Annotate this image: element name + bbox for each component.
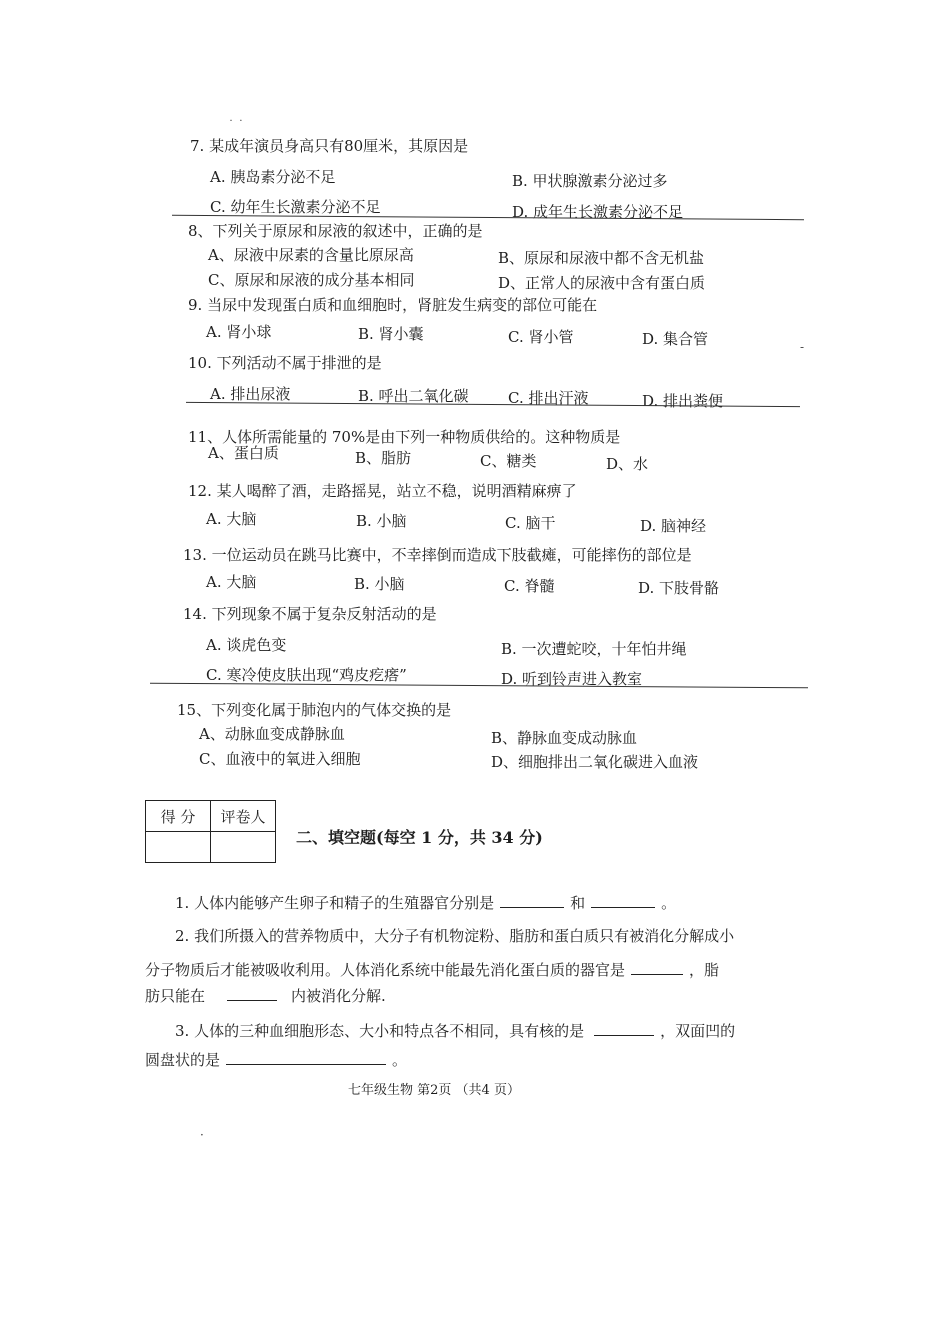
- fill-question-3-line-2: [145, 1050, 407, 1069]
- page-footer: 七年级生物 第2页 （共4 页）: [348, 1083, 520, 1098]
- fill-question-3-text: 。: [392, 1051, 408, 1069]
- fold-line: [172, 215, 804, 220]
- question-15-option-a: A、动脉血变成静脉血: [199, 725, 345, 743]
- question-9-option-b: B. 肾小囊: [358, 325, 424, 343]
- question-15-option-d: D、细胞排出二氧化碳进入血液: [491, 753, 699, 771]
- fill-question-2-text: 内被消化分解.: [291, 987, 386, 1005]
- question-9-option-d: D. 集合管: [642, 330, 709, 348]
- scan-speck: -: [800, 340, 805, 354]
- scan-speck: ˙ ˙: [228, 118, 244, 132]
- fill-question-2-text: ，脂: [689, 961, 720, 979]
- question-8-option-b: B、原尿和尿液中都不含无机盐: [498, 249, 705, 267]
- question-13-option-d: D. 下肢骨骼: [638, 579, 720, 597]
- question-10-option-a: A. 排出尿液: [210, 385, 291, 403]
- fill-question-1: [175, 893, 676, 912]
- question-13-stem: 13. 一位运动员在跳马比赛中，不幸摔倒而造成下肢截瘫，可能摔伤的部位是: [183, 546, 692, 564]
- question-7-option-b: B. 甲状腺激素分泌过多: [512, 172, 668, 190]
- score-label: 得 分: [146, 801, 211, 832]
- question-8-option-a: A、尿液中尿素的含量比原尿高: [208, 246, 414, 264]
- question-7-option-a: A. 胰岛素分泌不足: [210, 168, 336, 186]
- question-7-option-c: C. 幼年生长激素分泌不足: [210, 198, 381, 216]
- question-10-stem: 10. 下列活动不属于排泄的是: [188, 354, 382, 372]
- question-15-option-c: C、血液中的氧进入细胞: [199, 750, 361, 768]
- question-10-option-c: C. 排出汗液: [508, 389, 589, 407]
- question-8-stem: 8、下列关于原尿和尿液的叙述中，正确的是: [188, 222, 483, 240]
- question-7-option-d: D. 成年生长激素分泌不足: [512, 203, 684, 221]
- question-14-option-b: B. 一次遭蛇咬，十年怕井绳: [501, 640, 687, 658]
- section-2-title: 二、填空题(每空 1 分，共 34 分): [296, 828, 543, 847]
- question-10-option-d: D. 排出粪便: [642, 392, 724, 410]
- question-11-option-d: D、水: [606, 455, 649, 473]
- fill-question-3-text: 3. 人体的三种血细胞形态、大小和特点各不相同，具有核的是: [175, 1022, 585, 1040]
- answer-blank[interactable]: [631, 960, 683, 975]
- question-13-option-c: C. 脊髓: [504, 577, 555, 595]
- fill-question-1-text: 1. 人体内能够产生卵子和精子的生殖器官分别是: [175, 894, 495, 912]
- question-14-option-d: D. 听到铃声进入教室: [501, 670, 643, 688]
- fill-question-2-line-1: 2. 我们所摄入的营养物质中，大分子有机物淀粉、脂肪和蛋白质只有被消化分解成小: [175, 927, 735, 945]
- question-13-option-b: B. 小脑: [354, 575, 405, 593]
- question-12-option-a: A. 大脑: [206, 510, 257, 528]
- question-8-option-d: D、正常人的尿液中含有蛋白质: [498, 274, 706, 292]
- question-14-option-a: A. 谈虎色变: [206, 636, 287, 654]
- question-14-option-c: C. 寒冷使皮肤出现“鸡皮疙瘩”: [206, 666, 407, 684]
- question-12-stem: 12. 某人喝醉了酒，走路摇晃，站立不稳，说明酒精麻痹了: [188, 482, 577, 500]
- question-12-option-b: B. 小脑: [356, 512, 407, 530]
- question-12-option-d: D. 脑神经: [640, 517, 707, 535]
- question-11-option-b: B、脂肪: [355, 449, 412, 467]
- grader-cell[interactable]: [211, 832, 276, 863]
- question-9-option-a: A. 肾小球: [206, 323, 272, 341]
- score-table: [145, 800, 276, 863]
- fill-question-3-text: ，双面凹的: [660, 1022, 736, 1040]
- fold-line: [150, 683, 808, 689]
- fill-question-3-line-1: [175, 1021, 735, 1040]
- score-cell[interactable]: [146, 832, 211, 863]
- scan-speck: ·: [200, 1128, 204, 1142]
- question-11-option-c: C、糖类: [480, 452, 537, 470]
- question-13-option-a: A. 大脑: [206, 573, 257, 591]
- answer-blank[interactable]: [226, 1050, 386, 1065]
- question-9-option-c: C. 肾小管: [508, 328, 574, 346]
- question-11-stem: 11、人体所需能量的 70%是由下列一种物质供给的。这种物质是: [188, 428, 621, 446]
- question-9-stem: 9. 当尿中发现蛋白质和血细胞时，肾脏发生病变的部位可能在: [188, 296, 598, 314]
- question-8-option-c: C、原尿和尿液的成分基本相同: [208, 271, 415, 289]
- question-7-stem: 7. 某成年演员身高只有80厘米，其原因是: [190, 137, 469, 155]
- answer-blank[interactable]: [227, 986, 277, 1001]
- question-12-option-c: C. 脑干: [505, 514, 556, 532]
- fill-question-2-text: 分子物质后才能被吸收利用。人体消化系统中能最先消化蛋白质的器官是: [145, 961, 626, 979]
- fill-question-1-end: 。: [661, 894, 677, 912]
- fill-question-2-text: 肪只能在: [145, 987, 206, 1005]
- question-15-stem: 15、下列变化属于肺泡内的气体交换的是: [177, 701, 452, 719]
- question-15-option-b: B、静脉血变成动脉血: [491, 729, 638, 747]
- fill-question-3-text: 圆盘状的是: [145, 1051, 221, 1069]
- fill-question-2-line-3: [145, 986, 386, 1005]
- question-11-option-a: A、蛋白质: [208, 444, 279, 462]
- fill-question-1-and: 和: [570, 894, 586, 912]
- answer-blank[interactable]: [500, 893, 564, 908]
- answer-blank[interactable]: [594, 1021, 654, 1036]
- grader-label: 评卷人: [211, 801, 276, 832]
- question-10-option-b: B. 呼出二氧化碳: [358, 387, 469, 405]
- question-14-stem: 14. 下列现象不属于复杂反射活动的是: [183, 605, 437, 623]
- answer-blank[interactable]: [591, 893, 655, 908]
- fill-question-2-line-2: [145, 960, 719, 979]
